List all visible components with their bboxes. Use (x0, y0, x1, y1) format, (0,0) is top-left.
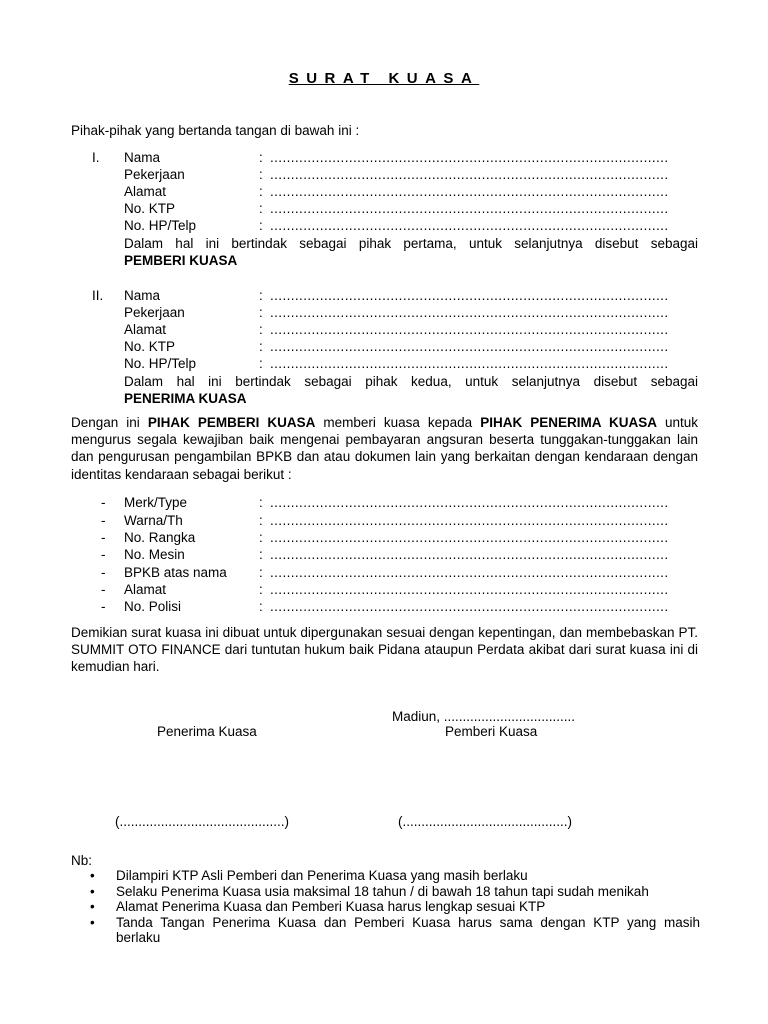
party-one-job-field[interactable]: ................................................................................................ (270, 167, 669, 182)
party-two-numeral: II. (92, 288, 104, 303)
vehicle-brand-label: Merk/Type (124, 495, 188, 510)
party-one-ktp-field[interactable]: ................................................................................................ (270, 201, 669, 216)
vehicle-color-field[interactable]: ................................................................................................ (270, 513, 669, 528)
party-two-name-label: Nama (124, 288, 161, 303)
bullet-icon: • (90, 883, 95, 899)
paragraph-end: untuk mengurus segala kewajiban baik mengenai pembayaran angsuran beserta tunggakan-tunggakan lain dan pengurusan pengambilan BPKB dan atau dokumen lain yang berkaitan dengan kendaraan dengan identitas kendaraan sebagai berikut : (71, 415, 699, 482)
colon: : (259, 184, 263, 199)
colon: : (259, 305, 263, 320)
receiver-signature-label: Penerima Kuasa (157, 724, 257, 739)
dash: - (101, 513, 106, 528)
bullet-icon: • (90, 914, 95, 930)
dash: - (101, 495, 106, 510)
place-date[interactable]: Madiun, ................................... (392, 709, 576, 724)
party-two-job-label: Pekerjaan (124, 305, 185, 320)
note-text: Alamat Penerima Kuasa dan Pemberi Kuasa harus lengkap sesuai KTP (116, 899, 546, 915)
vehicle-bpkb-name-label: BPKB atas nama (124, 565, 227, 580)
document-title: SURAT KUASA (288, 70, 480, 87)
vehicle-color-label: Warna/Th (124, 513, 183, 528)
party-two-address-field[interactable]: ................................................................................................ (270, 322, 669, 337)
giver-signature-field[interactable]: (............................................) (398, 814, 573, 829)
party-two-job-field[interactable]: ................................................................................................ (270, 305, 669, 320)
colon: : (259, 339, 263, 354)
party-one-role: PEMBERI KUASA (124, 253, 238, 268)
party-two-ktp-label: No. KTP (124, 339, 176, 354)
party-one-ktp-label: No. KTP (124, 201, 176, 216)
colon: : (259, 150, 263, 165)
dash: - (101, 547, 106, 562)
party-two-role: PENERIMA KUASA (124, 391, 247, 406)
note-text: Dilampiri KTP Asli Pemberi dan Penerima Kuasa yang masih berlaku (116, 868, 528, 883)
intro-text: Pihak-pihak yang bertanda tangan di bawah ini : (71, 123, 360, 138)
vehicle-bpkb-name-field[interactable]: ................................................................................................ (270, 565, 669, 580)
vehicle-engine-field[interactable]: ................................................................................................ (270, 547, 669, 562)
giver-term: PIHAK PEMBERI KUASA (147, 415, 316, 430)
paragraph-mid: memberi kuasa kepada (315, 415, 481, 430)
receiver-signature-field[interactable]: (............................................) (115, 814, 290, 829)
bullet-icon: • (90, 899, 95, 915)
note-text: Tanda Tangan Penerima Kuasa dan Pemberi Kuasa harus sama dengan KTP yang masih berlaku (116, 914, 700, 946)
authorization-paragraph (71, 414, 698, 483)
party-one-address-label: Alamat (124, 184, 167, 199)
note-text: Selaku Penerima Kuasa usia maksimal 18 tahun / di bawah 18 tahun tapi sudah menikah (116, 883, 649, 899)
party-two-description: Dalam hal ini bertindak sebagai pihak kedua, untuk selanjutnya disebut sebagai (124, 374, 698, 389)
party-two-address-label: Alamat (124, 322, 167, 337)
colon: : (259, 565, 263, 580)
party-two-ktp-field[interactable]: ................................................................................................ (270, 339, 669, 354)
vehicle-chassis-label: No. Rangka (124, 530, 196, 545)
colon: : (259, 201, 263, 216)
list-item (90, 868, 700, 884)
paragraph-start: Dengan ini (71, 415, 148, 430)
party-two-phone-label: No. HP/Telp (124, 356, 197, 371)
vehicle-plate-field[interactable]: ................................................................................................ (270, 599, 669, 614)
party-one-numeral: I. (92, 150, 100, 165)
colon: : (259, 218, 263, 233)
giver-signature-label: Pemberi Kuasa (445, 724, 538, 739)
party-one-phone-field[interactable]: ................................................................................................ (270, 218, 669, 233)
party-two-phone-field[interactable]: ................................................................................................ (270, 356, 669, 371)
list-item (90, 899, 700, 915)
colon: : (259, 513, 263, 528)
vehicle-engine-label: No. Mesin (124, 547, 185, 562)
colon: : (259, 288, 263, 303)
colon: : (259, 495, 263, 510)
dash: - (101, 530, 106, 545)
list-item (90, 884, 700, 900)
party-one-address-field[interactable]: ................................................................................................ (270, 184, 669, 199)
party-one-description: Dalam hal ini bertindak sebagai pihak pertama, untuk selanjutnya disebut sebagai (124, 236, 698, 251)
colon: : (259, 322, 263, 337)
vehicle-chassis-field[interactable]: ................................................................................................ (270, 530, 669, 545)
party-one-name-label: Nama (124, 150, 161, 165)
vehicle-address-label: Alamat (124, 582, 167, 597)
colon: : (259, 582, 263, 597)
colon: : (259, 599, 263, 614)
dash: - (101, 582, 106, 597)
closing-paragraph: Demikian surat kuasa ini dibuat untuk dipergunakan sesuai dengan kepentingan, dan membebaskan PT. SUMMIT OTO FINANCE dari tuntutan hukum baik Pidana ataupun Perdata akibat dari surat kuasa ini di kemudian hari. (71, 625, 698, 675)
colon: : (259, 547, 263, 562)
vehicle-brand-field[interactable]: ................................................................................................ (270, 495, 669, 510)
list-item (90, 915, 700, 946)
party-one-name-field[interactable]: ................................................................................................ (270, 150, 669, 165)
notes-list (90, 868, 700, 946)
colon: : (259, 167, 263, 182)
party-two-name-field[interactable]: ................................................................................................ (270, 288, 669, 303)
colon: : (259, 530, 263, 545)
vehicle-plate-label: No. Polisi (124, 599, 182, 614)
dash: - (101, 565, 106, 580)
receiver-term: PIHAK PENERIMA KUASA (480, 415, 657, 430)
dash: - (101, 599, 106, 614)
vehicle-address-field[interactable]: ................................................................................................ (270, 582, 669, 597)
bullet-icon: • (90, 868, 95, 883)
colon: : (259, 356, 263, 371)
party-one-phone-label: No. HP/Telp (124, 218, 197, 233)
party-one-job-label: Pekerjaan (124, 167, 185, 182)
notes-label: Nb: (71, 853, 93, 868)
